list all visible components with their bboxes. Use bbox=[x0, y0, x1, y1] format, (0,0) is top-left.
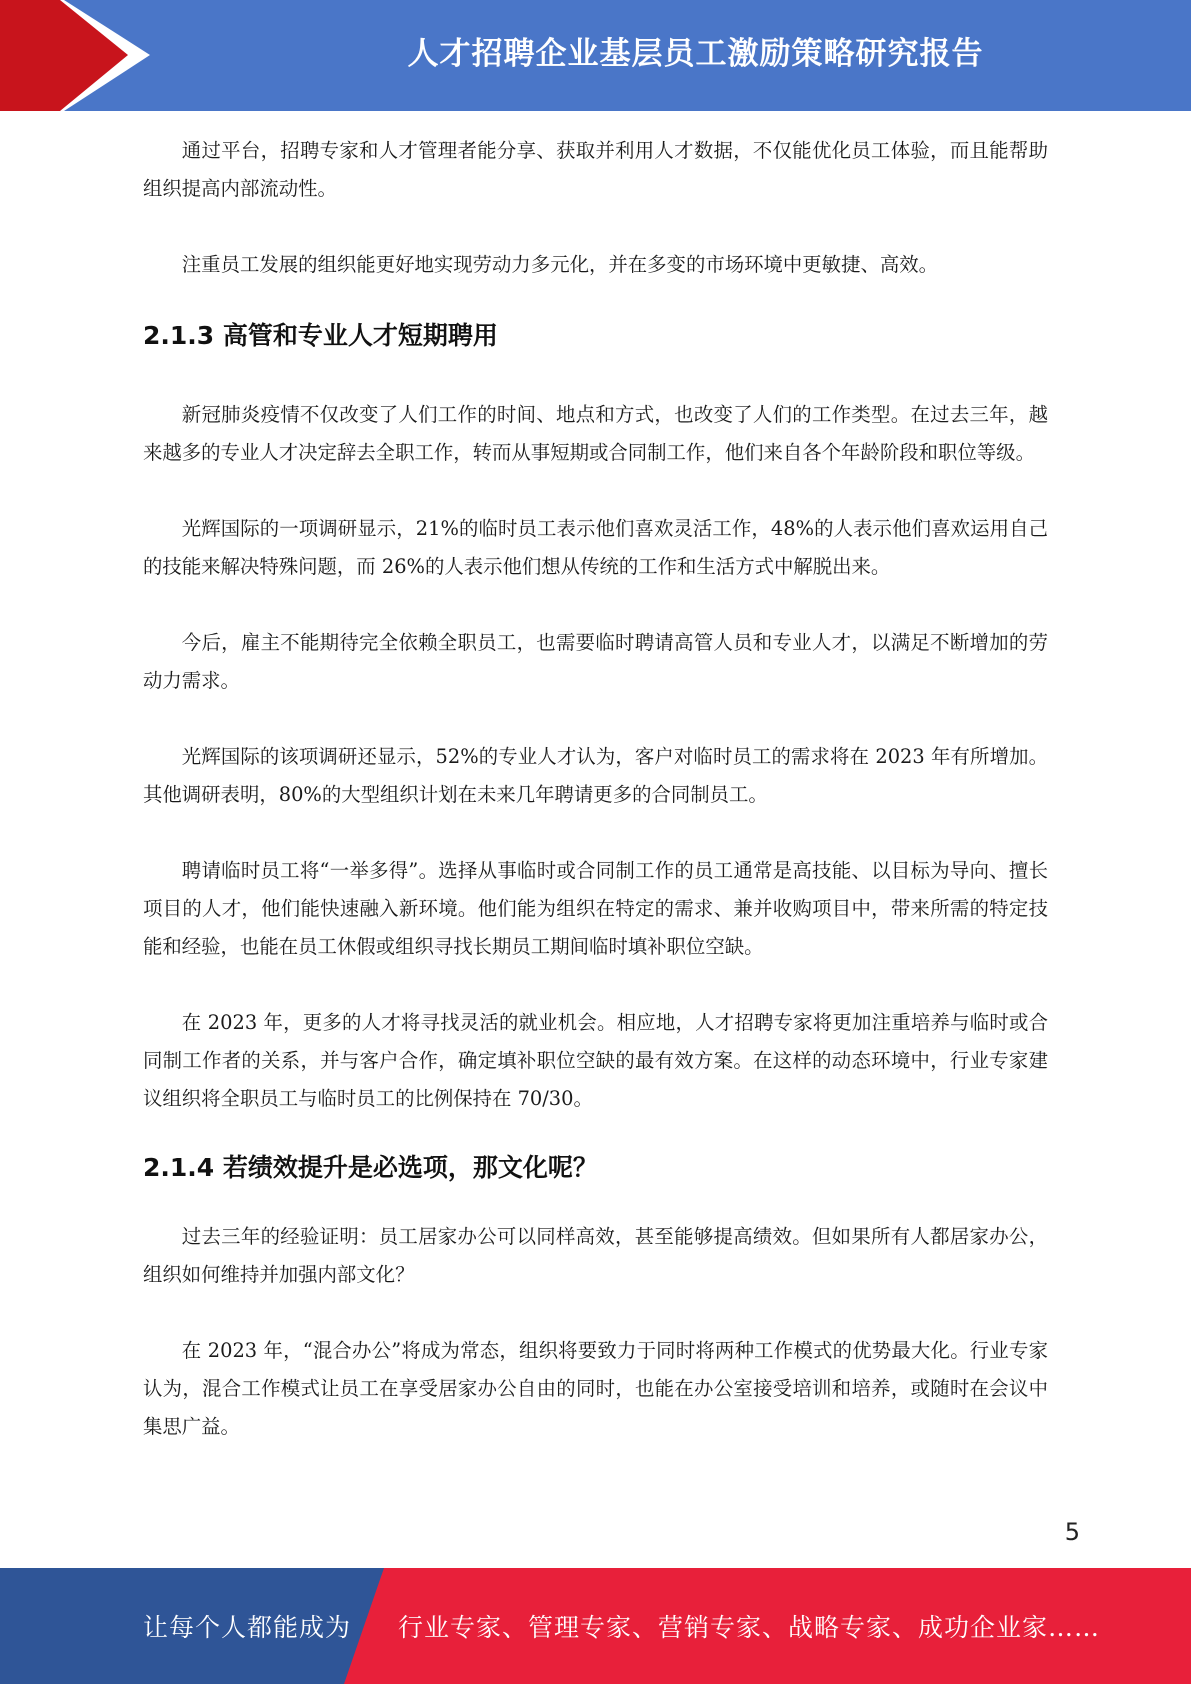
paragraph: 过去三年的经验证明：员工居家办公可以同样高效，甚至能够提高绩效。但如果所有人都居家办公，组织如何维持并加强内部文化？ bbox=[143, 1225, 1048, 1286]
footer-slogan-left: 让每个人都能成为 bbox=[143, 1613, 352, 1642]
section-heading-2-1-4: 2.1.4 若绩效提升是必选项，那文化呢？ bbox=[143, 1153, 598, 1182]
paragraph: 今后，雇主不能期待完全依赖全职员工，也需要临时聘请高管人员和专业人才，以满足不断增加的劳动力需求。 bbox=[143, 631, 1048, 692]
footer-slogan-right: 行业专家、管理专家、营销专家、战略专家、成功企业家…… bbox=[398, 1613, 1101, 1642]
paragraph: 光辉国际的该项调研还显示，52%的专业人才认为，客户对临时员工的需求将在 2023 年有所增加。其他调研表明，80%的大型组织计划在未来几年聘请更多的合同制员工。 bbox=[143, 745, 1048, 806]
paragraph: 新冠肺炎疫情不仅改变了人们工作的时间、地点和方式，也改变了人们的工作类型。在过去三年，越来越多的专业人才决定辞去全职工作，转而从事短期或合同制工作，他们来自各个年龄阶段和职位等级。 bbox=[143, 403, 1048, 464]
page-footer bbox=[0, 1568, 1191, 1684]
page-header bbox=[0, 0, 1191, 111]
section-heading-2-1-3: 2.1.3 高管和专业人才短期聘用 bbox=[143, 321, 498, 350]
report-title: 人才招聘企业基层员工激励策略研究报告 bbox=[407, 35, 984, 72]
paragraph: 光辉国际的一项调研显示，21%的临时员工表示他们喜欢灵活工作，48%的人表示他们喜欢运用自己的技能来解决特殊问题，而 26%的人表示他们想从传统的工作和生活方式中解脱出来。 bbox=[143, 517, 1048, 578]
paragraph: 在 2023 年，更多的人才将寻找灵活的就业机会。相应地，人才招聘专家将更加注重培养与临时或合同制工作者的关系，并与客户合作，确定填补职位空缺的最有效方案。在这样的动态环境中，行业专家建议组织将全职员工与临时员工的比例保持在 70/30。 bbox=[143, 1011, 1048, 1110]
paragraph: 在 2023 年，“混合办公”将成为常态，组织将要致力于同时将两种工作模式的优势最大化。行业专家认为，混合工作模式让员工在享受居家办公自由的同时，也能在办公室接受培训和培养，或随时在会议中集思广益。 bbox=[143, 1339, 1048, 1438]
page-number: 5 bbox=[1064, 1518, 1080, 1546]
page-content bbox=[143, 132, 1048, 1446]
paragraph: 通过平台，招聘专家和人才管理者能分享、获取并利用人才数据，不仅能优化员工体验，而且能帮助组织提高内部流动性。 bbox=[143, 139, 1048, 200]
paragraph: 注重员工发展的组织能更好地实现劳动力多元化，并在多变的市场环境中更敏捷、高效。 bbox=[181, 253, 939, 276]
paragraph: 聘请临时员工将“一举多得”。选择从事临时或合同制工作的员工通常是高技能、以目标为导向、擅长项目的人才，他们能快速融入新环境。他们能为组织在特定的需求、兼并收购项目中，带来所需的特定技能和经验，也能在员工休假或组织寻找长期员工期间临时填补职位空缺。 bbox=[143, 859, 1048, 958]
